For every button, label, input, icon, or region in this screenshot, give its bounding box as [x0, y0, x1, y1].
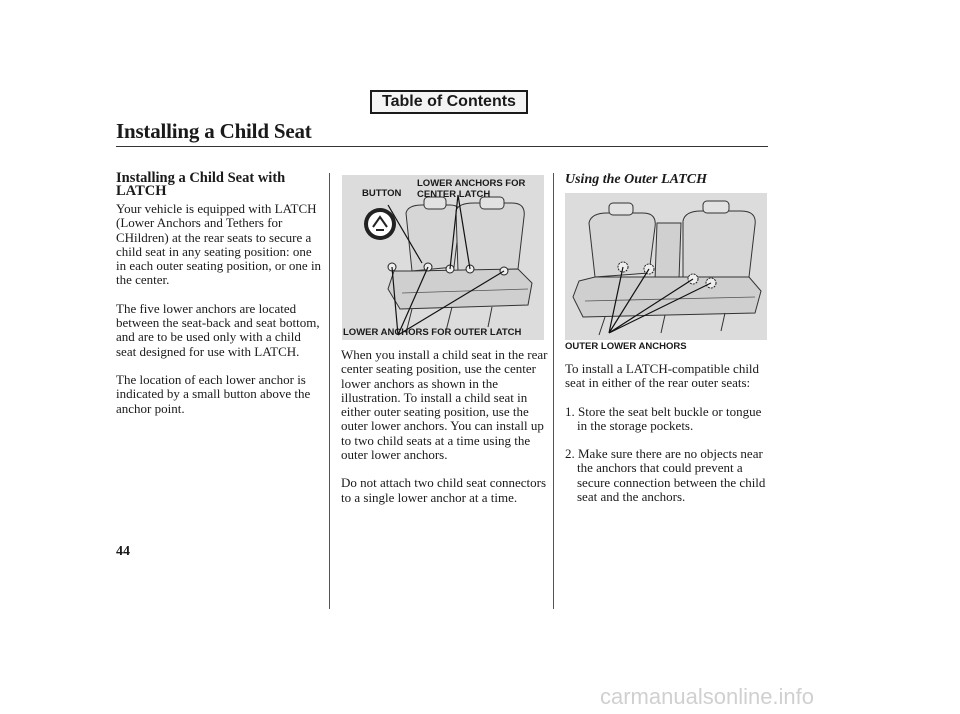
- section-heading-outer-latch: Using the Outer LATCH: [565, 172, 707, 187]
- center-anchors-callout: LOWER ANCHORS FOR CENTER LATCH: [417, 178, 526, 200]
- page-number: 44: [116, 544, 130, 559]
- section-heading-latch: Installing a Child Seat with LATCH: [116, 170, 286, 199]
- column-divider-right: [553, 173, 554, 609]
- title-divider: [116, 146, 768, 147]
- table-of-contents-button[interactable]: Table of Contents: [370, 90, 528, 114]
- outer-anchors-callout: LOWER ANCHORS FOR OUTER LATCH: [343, 327, 522, 338]
- step-item: [565, 405, 770, 434]
- middle-paragraph-1: When you install a child seat in the rear center seating position, use the center lower anchors as shown in the illustration. To install a child seat in either outer seating position, use the outer lower anchors. You can install up to two child seats at a time using the outer lower anchors.: [341, 347, 548, 463]
- middle-column-text: [341, 348, 551, 505]
- watermark: carmanualsonline.info: [600, 684, 815, 709]
- left-paragraph-2: The five lower anchors are located between the seat-back and seat bottom, and are to be used only with a child seat designed for use with LATCH.: [116, 300, 320, 359]
- button-callout: BUTTON: [362, 188, 402, 199]
- step-text: Store the seat belt buckle or tongue in the storage pockets.: [577, 403, 762, 433]
- page-title: Installing a Child Seat: [116, 119, 312, 143]
- step-number: 2.: [565, 446, 575, 462]
- left-paragraph-1: Your vehicle is equipped with LATCH (Lower Anchors and Tethers for CHildren) at the rear seats to secure a child seat in any seating position: one in each outer seating position, or one in the center.: [116, 201, 322, 288]
- column-divider-left: [329, 173, 330, 609]
- right-column-text: [565, 362, 770, 504]
- step-list: [565, 405, 770, 505]
- middle-paragraph-2: Do not attach two child seat connectors to a single lower anchor at a time.: [341, 475, 547, 505]
- outer-latch-illustration: [565, 193, 767, 340]
- step-number: 1.: [565, 403, 575, 419]
- outer-lower-anchors-callout: OUTER LOWER ANCHORS: [565, 341, 687, 352]
- left-paragraph-3: The location of each lower anchor is indicated by a small button above the anchor point.: [116, 371, 311, 416]
- right-intro: To install a LATCH-compatible child seat in either of the rear outer seats:: [565, 361, 760, 391]
- step-text: Make sure there are no objects near the anchors that could prevent a secure connection between the child seat and the anchors.: [577, 446, 766, 505]
- rear-seat-outer-illustration: [565, 193, 767, 340]
- left-column-text: [116, 202, 324, 416]
- step-item: [565, 447, 770, 504]
